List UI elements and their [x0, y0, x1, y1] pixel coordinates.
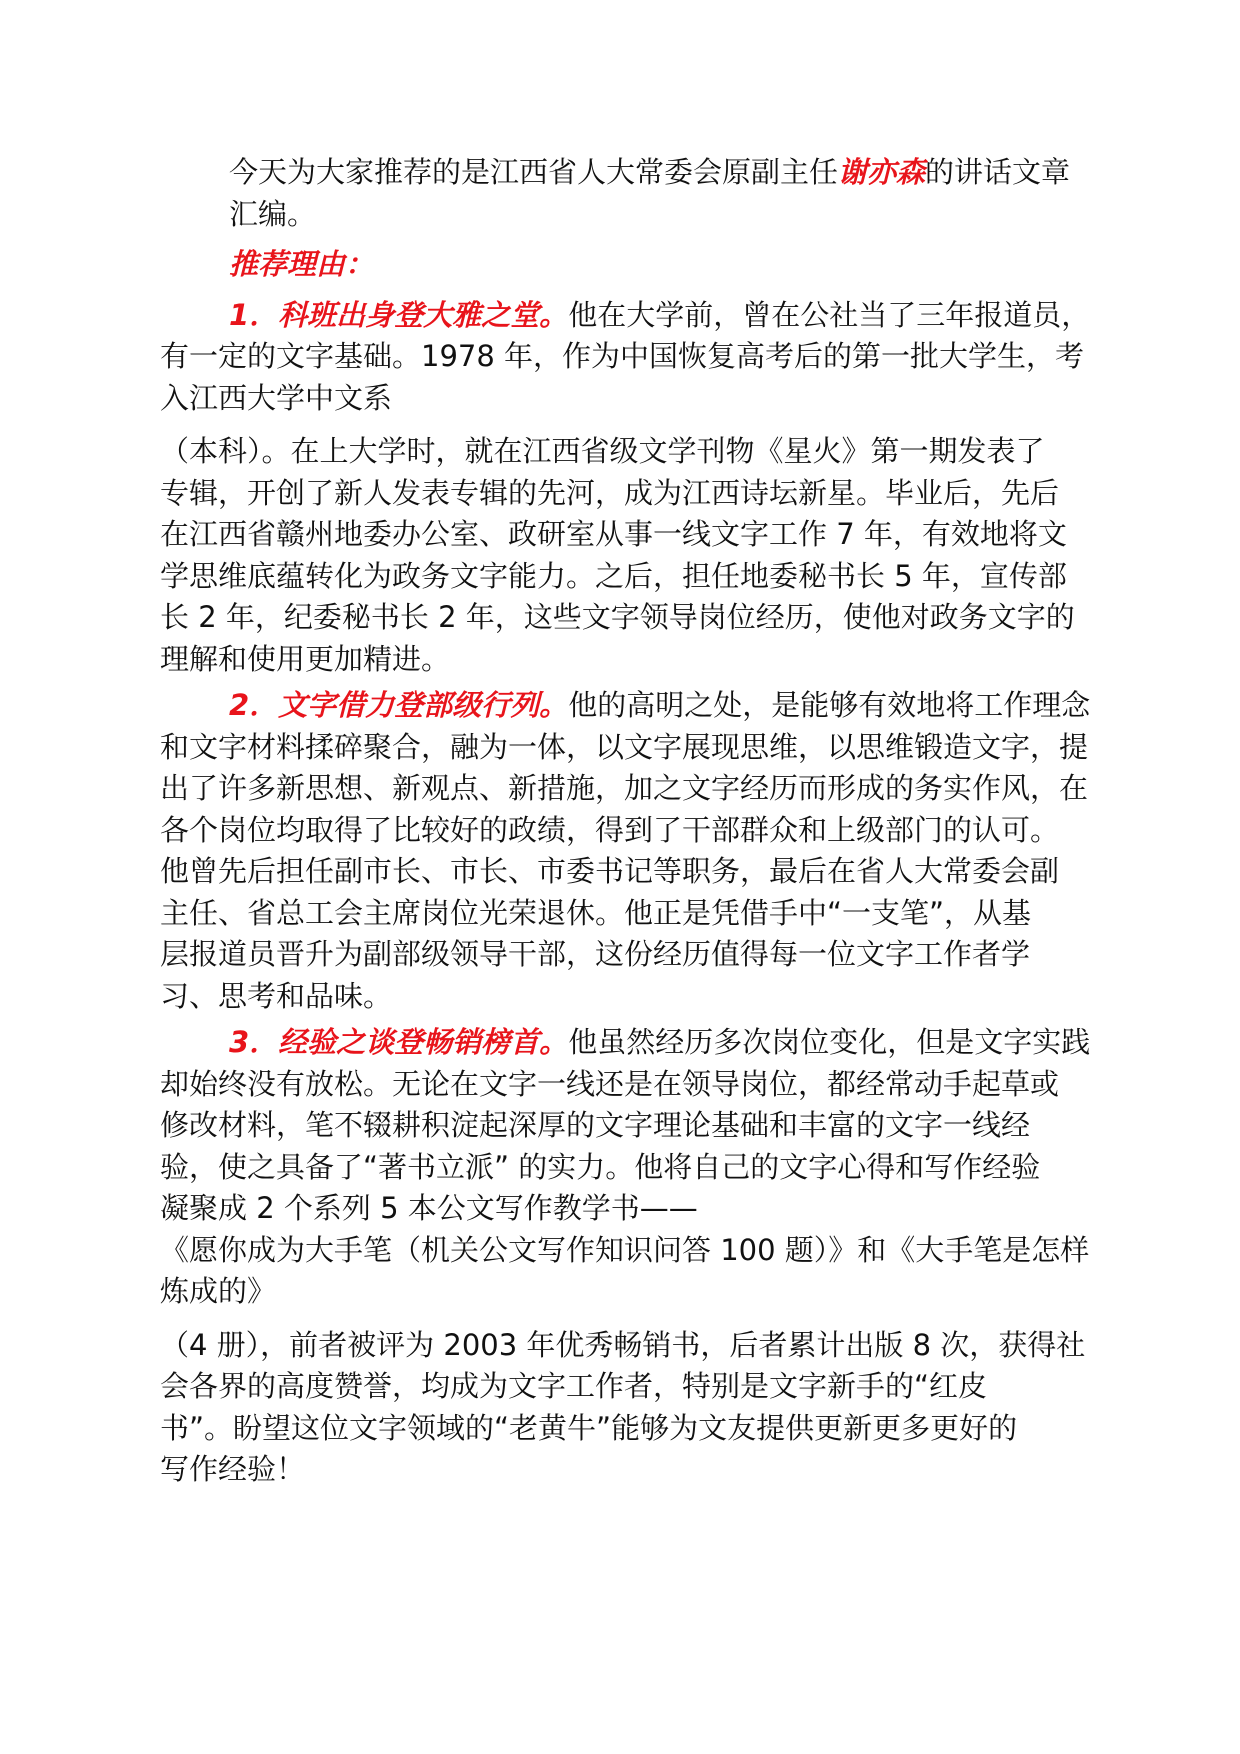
reason-1-heading: 1．科班出身登大雅之堂。 — [229, 297, 569, 332]
reason-3-line: 却始终没有放松。无论在文字一线还是在领导岗位，都经常动手起草或 — [160, 1066, 1060, 1101]
reason-1-line: 长 2 年，纪委秘书长 2 年，这些文字领导岗位经历，使他对政务文字的 — [160, 600, 1075, 634]
reason-1-line: 理解和使用更加精进。 — [160, 641, 451, 676]
reason-1-line: （本科）。在上大学时，就在江西省级文学刊物《星火》第一期发表了 — [160, 434, 1045, 468]
reason-1-line: 专辑，开创了新人发表专辑的先河，成为江西诗坛新星。毕业后，先后 — [160, 475, 1060, 510]
reason-2-line: 他曾先后担任副市长、市长、市委书记等职务，最后在省人大常委会副 — [160, 854, 1060, 888]
reason-3-line: 验，使之具备了“著书立派” 的实力。他将自己的文字心得和写作经验 — [160, 1149, 1041, 1184]
reason-1-line: 有一定的文字基础。1978 年，作为中国恢复高考后的第一批大学生，考 — [160, 339, 1085, 373]
reason-2-line: 他的高明之处，是能够有效地将工作理念 — [568, 688, 1091, 722]
reason-2-line: 层报道员晋升为副部级领导干部，这份经历值得每一位文字工作者学 — [160, 937, 1031, 971]
reason-3-line: 写作经验！ — [160, 1452, 306, 1486]
document-page — [160, 152, 1090, 1491]
reason-1-line: 在江西省赣州地委办公室、政研室从事一线文字工作 7 年，有效地将文 — [160, 517, 1067, 551]
reasons-heading: 推荐理由： — [229, 247, 375, 281]
reason-1-line: 他在大学前，曾在公社当了三年报道员， — [568, 297, 1091, 332]
intro-text-before-name: 今天为大家推荐的是江西省人大常委会原副主任 — [229, 155, 839, 189]
speaker-name: 谢亦森 — [838, 155, 926, 189]
reason-2-line: 各个岗位均取得了比较好的政绩，得到了干部群众和上级部门的认可。 — [160, 812, 1060, 847]
reason-1-line: 入江西大学中文系 — [160, 380, 393, 415]
reason-3-first-line — [160, 1022, 1090, 1064]
reason-2-first-line — [160, 685, 1090, 727]
reason-3-line: （4 册），前者被评为 2003 年优秀畅销书，后者累计出版 8 次，获得社 — [160, 1327, 1086, 1362]
reason-3-line: 会各界的高度赞誉，均成为文字工作者，特别是文字新手的“红皮 — [160, 1369, 988, 1403]
reason-3-line: 修改材料，笔不辍耕积淀起深厚的文字理论基础和丰富的文字一线经 — [160, 1108, 1031, 1142]
intro-line-2: 汇编。 — [229, 196, 317, 231]
intro-text-after-name: 的讲话文章 — [925, 155, 1071, 189]
reason-3-heading: 3．经验之谈登畅销榜首。 — [229, 1025, 569, 1059]
reason-3-line: 《愿你成为大手笔（机关公文写作知识问答 100 题）》和《大手笔是怎样 — [160, 1232, 1090, 1267]
reason-1-line: 学思维底蕴转化为政务文字能力。之后，担任地委秘书长 5 年，宣传部 — [160, 558, 1067, 593]
reason-3-line: 凝聚成 2 个系列 5 本公文写作教学书—— — [160, 1191, 698, 1225]
reason-3-line: 他虽然经历多次岗位变化，但是文字实践 — [568, 1025, 1091, 1059]
reason-2-line: 习、思考和品味。 — [160, 978, 393, 1013]
reason-2-line: 主任、省总工会主席岗位光荣退休。他正是凭借手中“一支笔”，从基 — [160, 895, 1032, 930]
reason-2-line: 和文字材料揉碎聚合，融为一体，以文字展现思维，以思维锻造文字，提 — [160, 729, 1089, 764]
reason-3-line: 书”。盼望这位文字领域的“老黄牛”能够为文友提供更新更多更好的 — [160, 1410, 1018, 1445]
reason-1-first-line — [160, 295, 1090, 337]
reason-2-line: 出了许多新思想、新观点、新措施，加之文字经历而形成的务实作风，在 — [160, 771, 1089, 805]
reason-2-heading: 2．文字借力登部级行列。 — [229, 688, 569, 722]
reason-3-line: 炼成的》 — [160, 1274, 277, 1308]
intro-line-1 — [160, 152, 1090, 194]
